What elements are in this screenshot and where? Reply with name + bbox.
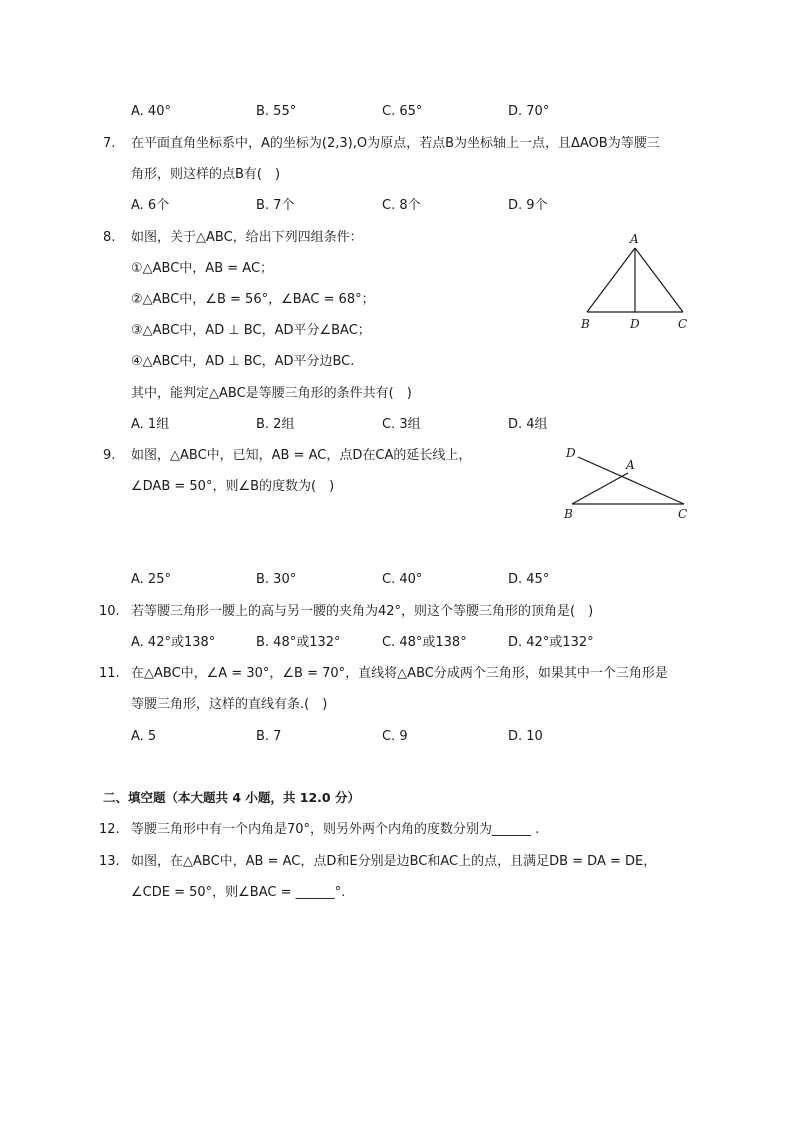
q11-option-a[interactable]: A. 5 <box>131 729 157 744</box>
q8-number: 8. <box>103 230 116 245</box>
q8-option-a[interactable]: A. 1组 <box>131 417 170 432</box>
q6-option-a[interactable]: A. 40° <box>131 104 171 119</box>
q7-option-a[interactable]: A. 6个 <box>131 198 170 213</box>
section-heading-fill-in: 二、填空题（本大题共 4 小题，共 12.0 分） <box>103 790 360 805</box>
q6-option-b[interactable]: B. 55° <box>256 104 297 119</box>
q9-option-a[interactable]: A. 25° <box>131 572 171 587</box>
q7-option-b[interactable]: B. 7个 <box>256 198 295 213</box>
q10-number: 10. <box>99 604 120 619</box>
q9-option-c[interactable]: C. 40° <box>382 572 423 587</box>
q7-stem-line1: 在平面直角坐标系中，A的坐标为(2,3),O为原点，若点B为坐标轴上一点，且ΔAOB为等腰三 <box>131 136 660 151</box>
q10-option-c[interactable]: C. 48°或138° <box>382 635 467 650</box>
q8-label-c: C <box>678 317 688 331</box>
q11-stem-line1: 在△ABC中，∠A = 30°，∠B = 70°，直线将△ABC分成两个三角形，如果其中一个三角形是 <box>131 666 668 681</box>
q8-stem-end: 其中，能判定△ABC是等腰三角形的条件共有( ) <box>131 386 412 401</box>
q12-number: 12. <box>99 822 120 837</box>
q6-option-d[interactable]: D. 70° <box>508 104 550 119</box>
q9-label-c: C <box>678 507 688 521</box>
q7-option-d[interactable]: D. 9个 <box>508 198 548 213</box>
q8-condition-4: ④△ABC中，AD ⊥ BC，AD平分边BC. <box>131 354 355 369</box>
q10-stem: 若等腰三角形一腰上的高与另一腰的夹角为42°，则这个等腰三角形的顶角是( ) <box>131 604 594 619</box>
q7-option-c[interactable]: C. 8个 <box>382 198 421 213</box>
q7-stem-line2: 角形，则这样的点B有( ) <box>131 167 281 182</box>
q9-label-a: A <box>626 458 635 472</box>
q8-triangle-figure <box>575 228 695 336</box>
q9-option-d[interactable]: D. 45° <box>508 572 550 587</box>
q13-stem-line1: 如图，在△ABC中，AB = AC，点D和E分别是边BC和AC上的点，且满足DB = DA = DE， <box>131 854 657 869</box>
q6-option-c[interactable]: C. 65° <box>382 104 423 119</box>
q11-number: 11. <box>99 666 120 681</box>
q9-stem-line2: ∠DAB = 50°，则∠B的度数为( ) <box>131 479 335 494</box>
q11-stem-line2: 等腰三角形，这样的直线有条.( ) <box>131 697 328 712</box>
q10-option-a[interactable]: A. 42°或138° <box>131 635 216 650</box>
q13-stem-line2[interactable]: ∠CDE = 50°，则∠BAC = ______°. <box>131 885 346 900</box>
q10-option-b[interactable]: B. 48°或132° <box>256 635 341 650</box>
q9-label-d: D <box>566 446 576 460</box>
q8-stem-line1: 如图，关于△ABC，给出下列四组条件： <box>131 230 363 245</box>
q8-label-a: A <box>630 232 639 246</box>
q9-option-b[interactable]: B. 30° <box>256 572 297 587</box>
q8-side-ab <box>587 248 635 312</box>
q8-option-c[interactable]: C. 3组 <box>382 417 421 432</box>
q8-side-ac <box>635 248 683 312</box>
q7-number: 7. <box>103 136 116 151</box>
q8-label-d: D <box>630 317 640 331</box>
q11-option-c[interactable]: C. 9 <box>382 729 408 744</box>
q12-stem[interactable]: 等腰三角形中有一个内角是70°，则另外两个内角的度数分别为______ . <box>131 822 540 837</box>
q9-triangle-figure <box>560 443 695 523</box>
q8-condition-1: ①△ABC中，AB = AC； <box>131 261 274 276</box>
q8-option-b[interactable]: B. 2组 <box>256 417 295 432</box>
q11-option-d[interactable]: D. 10 <box>508 729 543 744</box>
q10-option-d[interactable]: D. 42°或132° <box>508 635 594 650</box>
q8-condition-2: ②△ABC中，∠B = 56°，∠BAC = 68°； <box>131 292 375 307</box>
q9-stem-line1: 如图，△ABC中，已知，AB = AC，点D在CA的延长线上， <box>131 448 472 463</box>
q9-label-b: B <box>564 507 573 521</box>
q8-option-d[interactable]: D. 4组 <box>508 417 548 432</box>
q11-option-b[interactable]: B. 7 <box>256 729 282 744</box>
q9-side-ab <box>572 473 628 504</box>
q8-condition-3: ③△ABC中，AD ⊥ BC，AD平分∠BAC； <box>131 323 371 338</box>
q9-number: 9. <box>103 448 116 463</box>
q8-label-b: B <box>581 317 590 331</box>
q13-number: 13. <box>99 854 120 869</box>
